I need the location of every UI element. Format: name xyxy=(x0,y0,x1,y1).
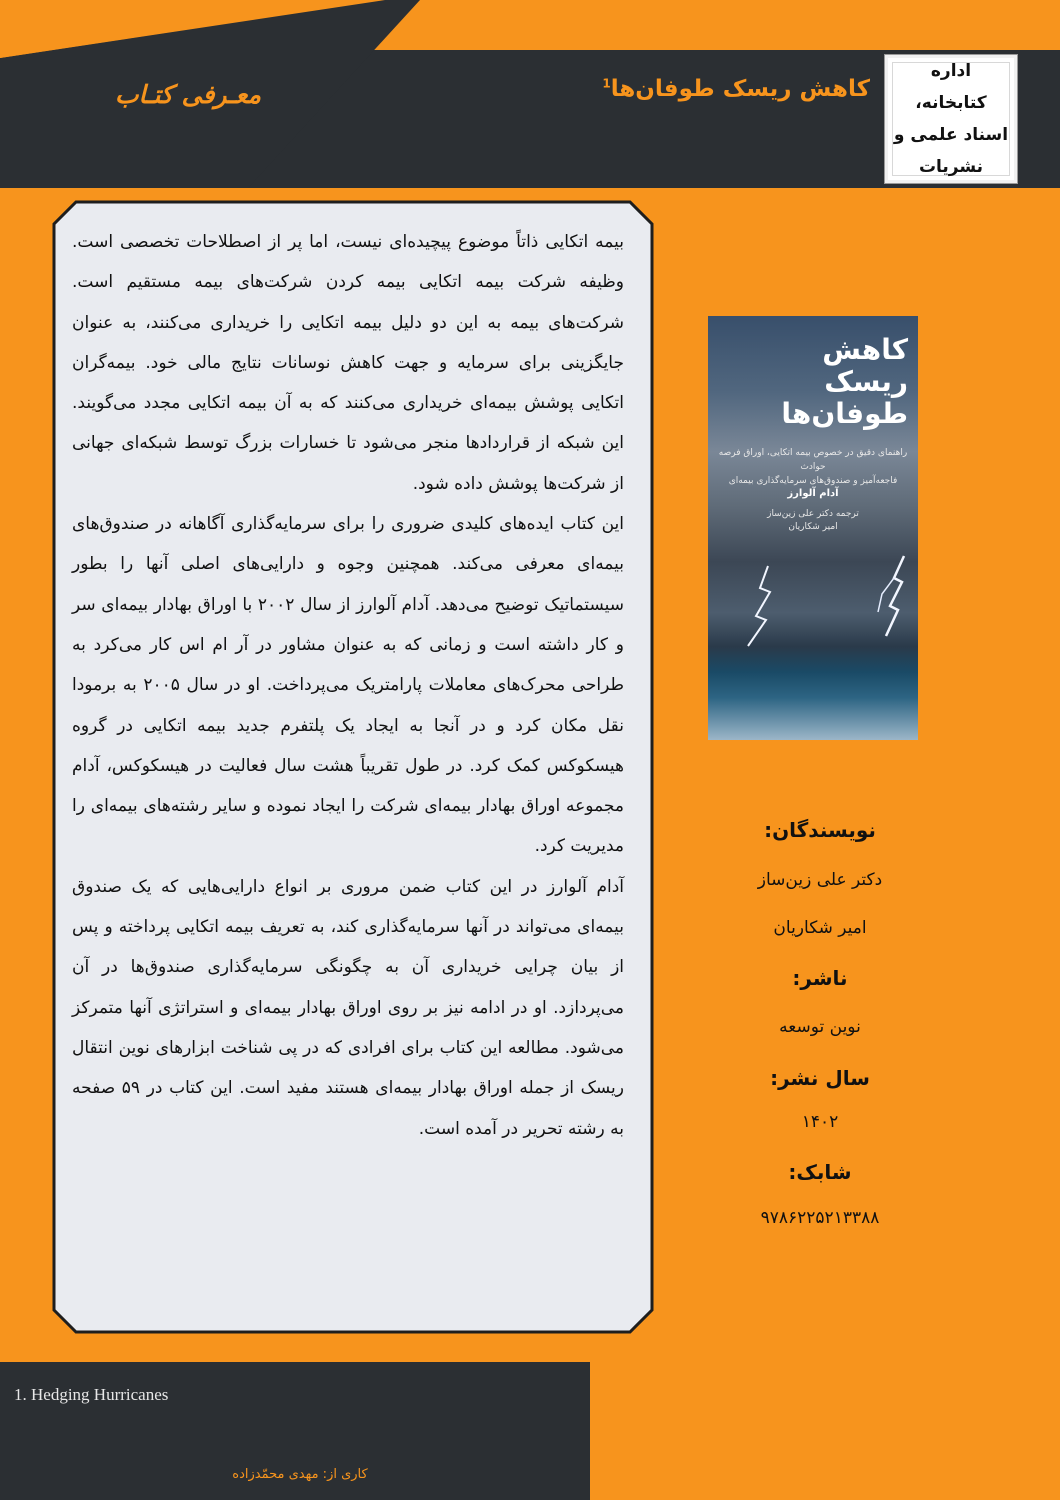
cover-title-line-3: طوفان‌ها xyxy=(781,397,908,430)
body-paragraph-1: بیمه اتکایی ذاتاً موضوع پیچیده‌ای نیست، اما پر از اصطلاحات تخصصی است. وظیفه شرکت بیمه اتکایی بیمه کردن شرکت‌های بیمه مستقیم است. شرکت‌های بیمه به این دو دلیل بیمه اتکایی را خریداری می‌کنند، به عنوان جایگزینی برای سرمایه و جهت کاهش نوسانات نتایج مالی خود. بیمه‌گران اتکایی پوشش بیمه‌ای خریداری می‌کنند که به آن بیمه اتکایی مجدد می‌گویند. این شبکه از قراردادها منجر می‌شود تا خسارات بزرگ توسط شبکه‌ای جهانی از شرکت‌ها پوشش داده شود. xyxy=(72,232,624,494)
credit: کاری از: مهدی محمّدزاده xyxy=(232,1467,368,1482)
book-cover-image xyxy=(708,316,918,740)
author-2: امیر شکاریان xyxy=(773,918,867,938)
org-badge-line-3: نشریات xyxy=(918,157,984,177)
cover-translator-2: امیر شکاریان xyxy=(788,522,838,532)
body-text xyxy=(72,222,624,1149)
authors-label: نویسندگان: xyxy=(764,818,876,842)
publisher-label: ناشر: xyxy=(792,966,848,990)
body-paragraph-2: این کتاب ایده‌های کلیدی ضروری را برای سرمایه‌گذاری آگاهانه در صندوق‌های بیمه‌ای معرفی می‌کند. همچنین وجوه و دارایی‌های اصلی آنها را بطور سیستماتیک توضیح می‌دهد. آدام آلوارز از سال ۲۰۰۲ با اوراق بهادار بیمه‌ای سر و کار داشته است و زمانی که به عنوان مشاور در آر ام اس کار می‌کرد به طراحی محرک‌های معاملات پارامتریک می‌پرداخت. او در سال ۲۰۰۵ به برمودا نقل مکان کرد و در آنجا به ایجاد یک پلتفرم جدید بیمه اتکایی در گروه هیسکوکس کمک کرد. در طول تقریباً هشت سال فعالیت در هیسکوکس، آدام مجموعه اوراق بهادار بیمه‌ای شرکت را ایجاد نموده و سایر رشته‌های بیمه‌ای را مدیریت کرد. xyxy=(72,514,624,857)
year-label: سال نشر: xyxy=(770,1066,870,1090)
cover-subtitle-line-1: راهنمای دقیق در خصوص بیمه اتکایی، اوراق فرصه حوادث xyxy=(718,448,908,472)
section-label: معـرفی کتـاب xyxy=(115,80,261,109)
footnote: 1. Hedging Hurricanes xyxy=(14,1385,169,1404)
cover-subtitle xyxy=(714,446,912,488)
cover-title-line-1: کاهش xyxy=(822,333,908,366)
org-badge-line-2: اسناد علمی و xyxy=(893,125,1009,145)
org-badge xyxy=(884,54,1018,184)
cover-translator-1: ترجمه دکتر علی زین‌ساز xyxy=(767,509,859,519)
cover-translators xyxy=(708,508,918,534)
book-title xyxy=(602,76,870,102)
isbn-label: شابک: xyxy=(788,1160,852,1184)
cover-title xyxy=(708,334,908,430)
org-badge-line-1: اداره کتابخانه، xyxy=(915,61,987,113)
footnote-marker: 1 xyxy=(602,76,611,91)
cover-subtitle-line-2: فاجعه‌آمیز و صندوق‌های سرمایه‌گذاری بیمه‌ای xyxy=(728,476,898,486)
publisher-value: نوین توسعه xyxy=(779,1017,861,1037)
body-paragraph-3: آدام آلوارز در این کتاب ضمن مروری بر انواع دارایی‌هایی که یک صندوق بیمه‌ای می‌تواند در آنها سرمایه‌گذاری کند، به تعریف بیمه اتکایی پرداخته و پس از بیان چرایی خریداری آن به چگونگی سرمایه‌گذاری صندوق‌ها در آن می‌پردازد. او در ادامه نیز بر روی اوراق بهادار بیمه‌ای و استراتژی آنها متمرکز می‌شود. مطالعه این کتاب برای افرادی که در پی شناخت ابزارهای نوین انتقال ریسک از جمله اوراق بهادار بیمه‌ای هستند مفید است. این کتاب در ۵۹ صفحه به رشته تحریر در آمده است. xyxy=(72,876,624,1139)
cover-author: آدام آلوارز xyxy=(787,488,839,499)
cover-title-line-2: ریسک xyxy=(824,365,908,398)
book-title-text: کاهش ریسک طوفان‌ها xyxy=(610,76,870,102)
isbn-value: ۹۷۸۶۲۲۵۲۱۳۳۸۸ xyxy=(760,1208,880,1228)
org-badge-inner xyxy=(892,62,1010,176)
author-1: دکتر علی زین‌ساز xyxy=(757,870,883,890)
year-value: ۱۴۰۲ xyxy=(801,1112,839,1132)
